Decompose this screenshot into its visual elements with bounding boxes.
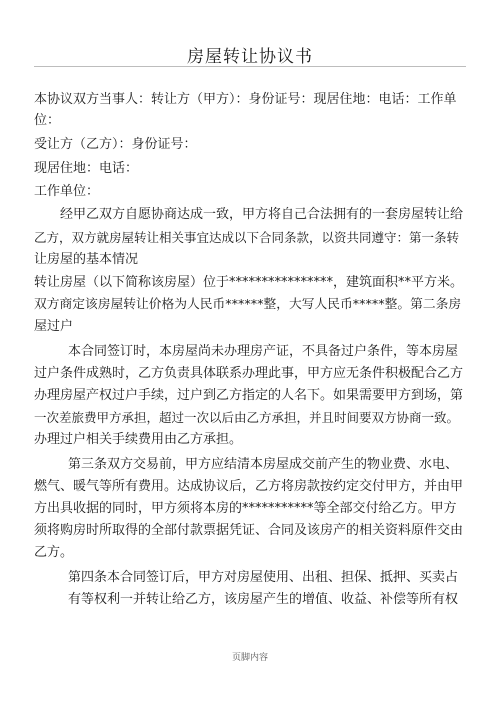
body-line: 办理过户相关手续费用由乙方承担。 <box>34 432 243 447</box>
body-line: 本合同签订时，本房屋尚未办理房产证，不具备过户条件，等本房屋 <box>68 344 459 359</box>
body-line: 第四条本合同签订后，甲方对房屋使用、出租、担保、抵押、买卖占 <box>68 570 459 585</box>
body-line: 受让方（乙方）：身份证号： <box>34 137 197 152</box>
title-divider <box>34 66 466 67</box>
body-line: 有等权利一并转让给乙方，该房屋产生的增值、收益、补偿等所有权 <box>68 592 459 607</box>
body-line: 双方商定该房屋转让价格为人民币******整，大写人民币*****整。第二条房 <box>34 297 462 312</box>
body-line: 办理房屋产权过户手续，过户到乙方指定的人名下。如果需要甲方到场，第 <box>34 388 464 403</box>
body-line: 乙方，双方就房屋转让相关事宜达成以下合同条款，以资共同遵守：第一条转 <box>34 230 460 245</box>
body-line: 方出具收据的同时，甲方须将本房的***********等全部交付给乙方。甲方 <box>34 501 457 516</box>
body-line: 过户条件成熟时，乙方负责具体联系办理此事，甲方应无条件积极配合乙方 <box>34 366 464 381</box>
body-line: 位： <box>34 113 61 128</box>
body-line: 须将购房时所取得的全部付款票据凭证、合同及该房产的相关资料原件交由 <box>34 523 464 538</box>
body-line: 燃气、暖气等所有费用。达成协议后，乙方将房款按约定交付甲方，并由甲 <box>34 479 464 494</box>
body-line: 工作单位： <box>34 184 100 199</box>
body-line: 本协议双方当事人：转让方（甲方）：身份证号：现居住地：电话：工作单 <box>34 92 457 107</box>
body-line: 经甲乙双方自愿协商达成一致，甲方将自己合法拥有的一套房屋转让给 <box>60 207 464 222</box>
page-footer: 页脚内容 <box>231 653 268 663</box>
body-line: 现居住地：电话： <box>34 161 139 176</box>
body-line: 一次差旅费甲方承担，超过一次以后由乙方承担，并且时间要双方协商一致。 <box>34 410 460 425</box>
document-title: 房屋转让协议书 <box>187 47 313 67</box>
body-line: 屋过户 <box>34 319 74 334</box>
body-line: 让房屋的基本情况 <box>34 252 139 267</box>
body-line: 乙方。 <box>34 545 74 560</box>
body-line: 转让房屋（以下简称该房屋）位于****************，建筑面积**平方米。 <box>34 275 464 290</box>
body-line: 第三条双方交易前，甲方应结清本房屋成交前产生的物业费、水电、 <box>68 457 459 472</box>
